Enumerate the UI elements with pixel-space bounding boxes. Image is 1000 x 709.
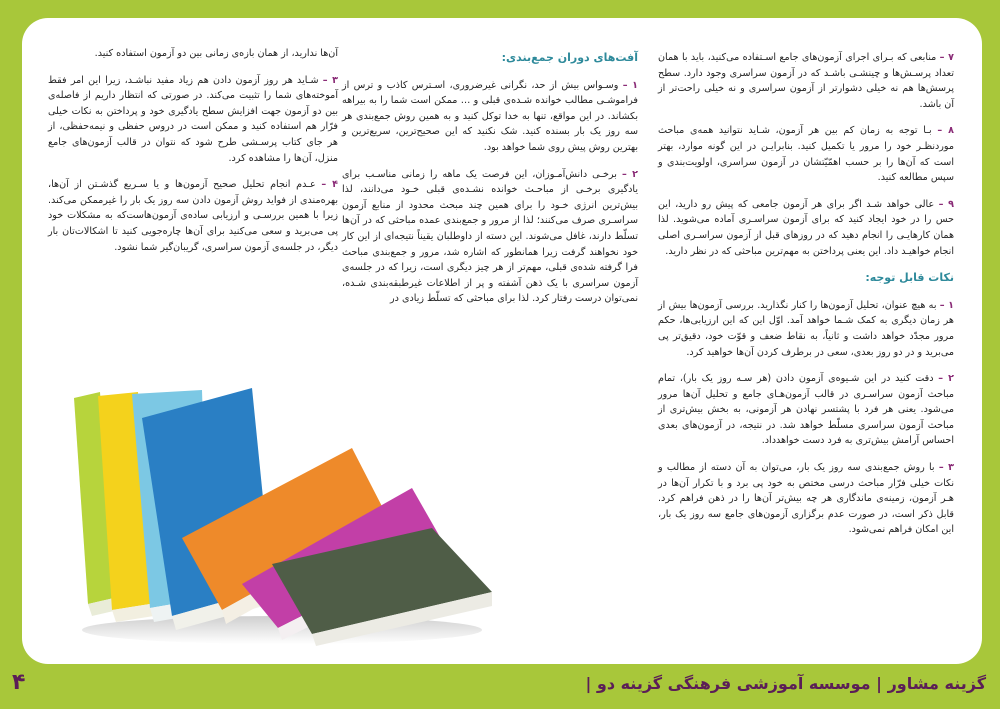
footer — [0, 664, 1000, 709]
note-number: ۳ – — [938, 462, 954, 474]
pitfall-text: وسـواس بیش از حد، نگرانی غیرضروری، اسـترس کاذب و ترس از فراموشـی مطالب خوانده شـده‌ی قبلی و … ممکن است شما را به بیراهه بکشاند. در این مواقع، تنها به خدا توکل کنید و به همین روش جمع‌بندی هر سه روز یک بار بسنده کنید. شک نکنید که این صحیح‌ترین، سریع‌ترین و بهترین روش پیش روی شما خواهد بود. — [342, 79, 638, 153]
pitfall-number: ۲ – — [621, 168, 638, 180]
tip-text: منابعی که بـرای اجرای آزمون‌های جامع اسـتفاده می‌کنید، باید با همان تعداد پرسـش‌ها و چینشـی باشـد که در آزمون سراسری وجود دارد. سطح پرسش‌ها هم نه خیلی دشوارتر از آزمون سراسری و نه خیلی راحت‌تر از آن باشد. — [658, 52, 954, 110]
footer-separator: | — [876, 674, 882, 693]
footer-subtitle: موسسه آموزشی فرهنگی گزینه دو — [596, 674, 871, 693]
footer-separator-end: | — [585, 674, 592, 693]
pitfall-text: برخـی دانش‌آمـوزان، این فرصت یک ماهه را زمانی مناسـب برای یادگیری برخـی از مباحـث خوانده نشـده‌ی قبلی خـود می‌دانند، لذا بیش‌ترین انرژی خـود را برای همین چند مبحث محدود از منابع آزمون سراسـری صرف می‌کنند؛ لذا از مرور و جمع‌بندی عمده مباحثی که در آن‌ها تسلّط دارند، غافل می‌شوند. این دسته از داوطلبان یقیناً نتیجه‌ای از این کار خود نخواهند گرفت زیرا همانطور که اشاره شد، مرور و جمع‌بندی مباحث فرا گرفته شده‌ی قبلی، مهم‌تر از هر چیز دیگری است، زیرا که در جلسه‌ی آزمون سراسری با یک ذهن آشفته و پر از اطلاعات غیرطبقه‌بندی شـده، نمی‌توان درست رفتار کرد. لذا برای مباحثی که تسلّط زیادی در — [342, 168, 638, 305]
pitfall-number: ۳ – — [322, 74, 338, 86]
tip-text: عالی خواهد شـد اگر برای هر آزمون جامعی که پیش رو دارید، این حس را در خود ایجاد کنید که برای آزمون سراسـری آماده می‌شوید. لذا همان کارهایـی را انجام دهید که در روزهای قبل از آزمون سراسـری اصلی انجام خواهیـد داد. این یعنی پرداختن به مهم‌ترین مباحثی که در نظر دارید. — [658, 198, 954, 257]
left-column — [48, 46, 338, 266]
pitfalls-heading: آفت‌های دوران جمع‌بندی: — [501, 51, 638, 64]
note-text: با روش جمع‌بندی سه روز یک بار، می‌توان به آن دسته از مطالب و نکات خیلی فرّار مباحث درسی مختص به خود پی برد و با تکرار آن‌ها در هـر آزمون، زمینه‌ی ماندگاری هر چه بیش‌تر آن‌ها را در ذهن فراهم کرد. قابل ذکر است، در صورت عدم برگزاری آزمون‌های جامع سه روز یک بار، این امکان فراهم نمی‌شود. — [658, 462, 954, 536]
middle-column — [342, 50, 638, 318]
page-sheet — [22, 18, 982, 664]
right-column — [658, 50, 954, 549]
notes-heading: نکات قابل توجه: — [865, 271, 954, 285]
note-number: ۲ – — [938, 373, 954, 385]
pitfall-2 — [342, 167, 638, 307]
note-1 — [658, 298, 954, 360]
tip-number: ۸ – — [937, 125, 955, 137]
pitfall-1 — [342, 78, 638, 156]
tip-7 — [658, 50, 954, 112]
pitfall-2-continued — [48, 46, 338, 62]
tip-number: ۹ – — [938, 198, 954, 210]
pitfall-number: ۴ – — [321, 179, 338, 191]
pitfall-text: آن‌ها ندارید، از همان بازه‌ی زمانی بین دو آزمون استفاده کنید. — [94, 48, 338, 59]
note-3 — [658, 460, 954, 538]
note-number: ۱ – — [939, 299, 954, 311]
pitfall-number: ۱ – — [622, 79, 638, 91]
pitfall-text: عـدم انجام تحلیل صحیح آزمون‌ها و یا سـریع گذشـتن از آن‌ها، بهره‌مندی از فواید روش آزمون دادن سه روز یک بار را غیرممکن می‌کند. زیرا با همین بررسـی و ارزیابی ساده‌ی آزمون‌هاست‌که به مشکلات خود پی می‌برید و سعی می‌کنید برای آن‌ها چاره‌جویی کنید تا اشکالات‌تان بار دیگر، در جلسه‌ی آزمون سراسری، گریبان‌گیر شما نشود. — [48, 179, 338, 253]
pitfall-4 — [48, 177, 338, 255]
footer-brand — [585, 674, 986, 693]
note-text: دقت کنید در این شـیوه‌ی آزمون دادن (هر سـه روز یک بار)، تمام مباحث آزمون سراسـری در قالب آزمون‌هـای جامع و تحلیل آن‌ها مرور می‌شود. یعنی هر فرد با پشتسر نهادن هر آزمونی، به بخش بیش‌تری از مباحث آزمون سراسری مسلّط خواهد شد. در نتیجه، در آزمون‌های بعدی احساس آرامش بیش‌تری به فرد دست خواهد‌داد. — [658, 373, 954, 447]
pitfall-3 — [48, 73, 338, 167]
pitfall-text: شـاید هر روز آزمون دادن هم زیاد مفید نباشـد، زیرا این امر فقط آموخته‌های شما را تثبیت می‌کند. در صورتی که انتظار داریم از فاصله‌ی بین دو آزمون جهت افزایش سطح یادگیری خود و پرداختن به نکات خیلی فرّار هم استفاده کنید و ممکن است در دروس حفظی و نیمه‌حفظی، از هر جای کتاب پرسـشی طرح شود که نتوان در قالب آزمون‌های جامع منزل، آن‌ها را مشاهده کرد. — [48, 74, 338, 164]
tip-number: ۷ – — [939, 52, 954, 63]
note-2 — [658, 371, 954, 449]
footer-title: گزینه مشاور — [887, 674, 986, 693]
tip-text: بـا توجه به زمان کم بین هر آزمون، شـاید نتوانید همه‌ی مباحث موردنظـر خود را مرور یا تکمیل کنید. بنابرایـن در این گونه موارد، بهتر است که آن‌ها را بر حسب اهمّیّتشان در آزمون سراسری، اولویت‌بندی و سپس مطالعه کنید. — [658, 125, 954, 184]
note-text: به هیچ عنوان، تحلیل آزمون‌ها را کنار نگذارید. بررسی آزمون‌ها بیش از هر زمان دیگری به کمک شـما خواهد آمد. اوّل این که این ارزیابی‌ها، حکم مرور مجدّد خواهد داشت و ثانیاً، به نقاط ضعف و قوّت خود، دقیق‌تر پی می‌برید و در دو روز بعدی، سعی در برطرف کردن آن‌ها خواهید کرد. — [658, 299, 954, 358]
stack-of-books-image — [52, 378, 492, 648]
tip-9 — [658, 197, 954, 259]
page-number: ۴ — [12, 670, 26, 695]
tip-8 — [658, 123, 954, 185]
